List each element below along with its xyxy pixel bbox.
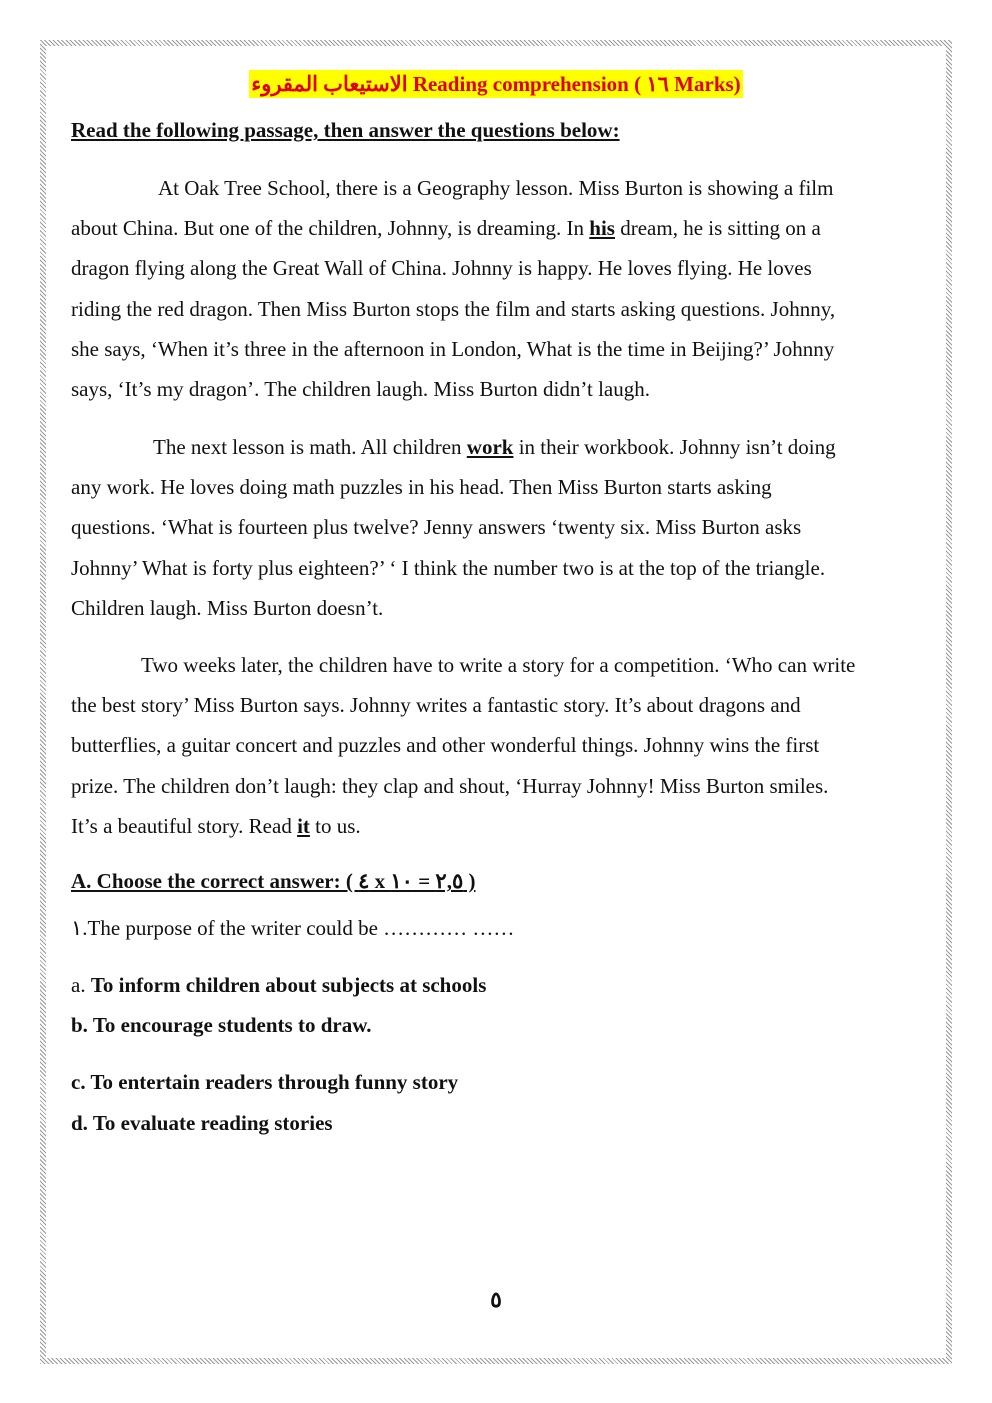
- title-english: Reading comprehension ( ١٦ Marks): [412, 72, 741, 96]
- passage-paragraph-1: [71, 168, 941, 409]
- option-b: [71, 1013, 371, 1038]
- emphasized-word: his: [589, 216, 615, 241]
- emphasized-word: it: [297, 813, 310, 838]
- text-line: At Oak Tree School, there is a Geography lesson. Miss Burton is showing a film: [158, 176, 834, 200]
- text-line: prize. The children don’t laugh: they clap and shout, ‘Hurray Johnny! Miss Burton smiles.: [71, 773, 829, 798]
- page-title: [249, 70, 742, 98]
- text-line: questions. ‘What is fourteen plus twelve? Jenny answers ‘twenty six. Miss Burton asks: [71, 515, 802, 540]
- text-line: the best story’ Miss Burton says. Johnny writes a fantastic story. It’s about dragons and: [71, 693, 801, 718]
- title-arabic: الاستيعاب المقروء: [251, 72, 408, 96]
- option-d: [71, 1111, 333, 1136]
- option-a: [71, 973, 486, 998]
- text-segment: The next lesson is math. All children: [153, 435, 467, 459]
- title-block: [0, 70, 992, 98]
- passage-paragraph-2: [71, 427, 941, 628]
- text-line: says, ‘It’s my dragon’. The children laugh. Miss Burton didn’t laugh.: [71, 377, 650, 402]
- question-1: ١.The purpose of the writer could be ………… ……: [71, 916, 515, 940]
- passage-paragraph-3: [71, 645, 941, 846]
- text-segment: to us.: [309, 813, 361, 838]
- text-line: [71, 806, 941, 846]
- option-letter: c.: [71, 1070, 91, 1094]
- option-text: To inform children about subjects at schools: [90, 973, 487, 997]
- text-line: [71, 208, 941, 248]
- text-line: Children laugh. Miss Burton doesn’t.: [71, 595, 384, 620]
- option-c: [71, 1070, 458, 1095]
- text-segment: about China. But one of the children, Johnny, is dreaming. In: [71, 216, 590, 241]
- option-letter: a.: [71, 973, 91, 997]
- option-text: To encourage students to draw.: [92, 1013, 372, 1037]
- emphasized-word: work: [466, 435, 514, 459]
- text-segment: in their workbook. Johnny isn’t doing: [513, 435, 836, 459]
- text-line: she says, ‘When it’s three in the afternoon in London, What is the time in Beijing?’ Johnny: [71, 336, 835, 361]
- text-line: riding the red dragon. Then Miss Burton stops the film and starts asking questions. Johnny,: [71, 296, 836, 321]
- option-letter: d.: [71, 1111, 93, 1135]
- text-line: dragon flying along the Great Wall of China. Johnny is happy. He loves flying. He loves: [71, 256, 812, 281]
- option-text: To evaluate reading stories: [92, 1111, 333, 1135]
- option-letter: b.: [71, 1013, 93, 1037]
- option-text: To entertain readers through funny story: [90, 1070, 459, 1094]
- text-segment: dream, he is sitting on a: [614, 216, 821, 241]
- instruction-heading: Read the following passage, then answer the questions below:: [71, 118, 620, 142]
- text-line: Johnny’ What is forty plus eighteen?’ ‘ I think the number two is at the top of the triangle.: [71, 555, 826, 580]
- text-segment: It’s a beautiful story. Read: [71, 813, 298, 838]
- section-a-heading: A. Choose the correct answer: ( ٤ x ٢,٥ = ١٠ ): [71, 869, 476, 893]
- text-line: [71, 427, 941, 467]
- text-line: Two weeks later, the children have to write a story for a competition. ‘Who can write: [141, 653, 856, 677]
- text-line: any work. He loves doing math puzzles in his head. Then Miss Burton starts asking: [71, 475, 772, 500]
- page-number: ٥: [490, 1287, 502, 1312]
- text-line: butterflies, a guitar concert and puzzles and other wonderful things. Johnny wins the first: [71, 733, 820, 758]
